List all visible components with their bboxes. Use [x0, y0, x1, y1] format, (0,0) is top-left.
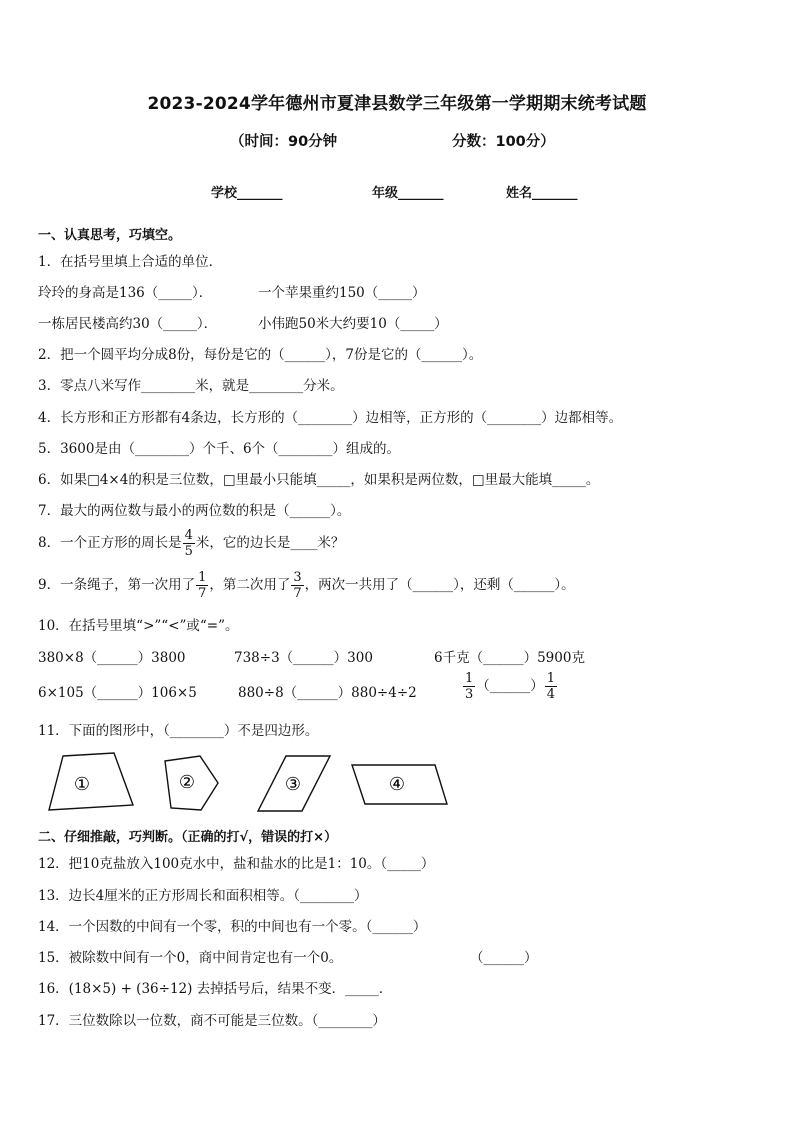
question-8	[38, 526, 344, 560]
shape-3-label: ③	[284, 774, 302, 795]
question-6: 6．如果□4×4的积是三位数，□里最小只能填_____，如果积是两位数，□里最大能填_____。	[38, 472, 600, 488]
fraction-denominator: 4	[546, 687, 556, 702]
fraction-3-7	[291, 571, 303, 600]
fraction-1-7	[196, 571, 208, 600]
question-3: 3．零点八米写作________米，就是________分米。	[38, 378, 344, 394]
question-8-text-end: 米，它的边长是____米？	[195, 535, 345, 551]
question-1a: 玲玲的身高是136（_____）．	[38, 285, 213, 301]
fraction-4-5	[183, 529, 195, 558]
fraction-numerator: 4	[184, 528, 193, 543]
question-15-blank: （______）	[470, 950, 538, 966]
exam-score: 分数：100分）	[452, 134, 555, 150]
question-8-text-start: 8．一个正方形的周长是	[38, 535, 182, 551]
question-9-text-end: ，两次一共用了（______），还剩（______）。	[304, 577, 575, 593]
question-11: 11．下面的图形中，（________）不是四边形。	[38, 723, 319, 739]
question-10e: 880÷8（______）880÷4÷2	[238, 685, 417, 701]
question-2: 2．把一个圆平均分成8份，每份是它的（______），7份是它的（______）。	[38, 347, 483, 363]
question-10d: 6×105（______）106×5	[38, 685, 197, 701]
question-10f	[462, 669, 558, 703]
question-1d: 小伟跑50米大约要10（_____）	[258, 316, 448, 332]
fraction-numerator: 3	[293, 570, 302, 585]
fraction-1-3	[463, 672, 475, 701]
question-9	[38, 568, 575, 602]
section-2-heading: 二、仔细推敲，巧判断。（正确的打√，错误的打×）	[38, 830, 338, 845]
question-1: 1．在括号里填上合适的单位．	[38, 254, 223, 270]
question-10c: 6千克（______）5900克	[434, 650, 585, 666]
fraction-denominator: 5	[184, 544, 193, 559]
question-16: 16．(18×5) + (36÷12) 去掉括号后，结果不变．_____．	[38, 981, 393, 997]
section-1-heading: 一、认真思考，巧填空。	[38, 228, 182, 243]
question-9-text-mid: ，第二次用了	[209, 577, 291, 593]
question-1b: 一个苹果重约150（_____）	[258, 285, 426, 301]
question-9-text-start: 9．一条绳子，第一次用了	[38, 577, 196, 593]
school-field: 学校_______	[211, 186, 283, 201]
fraction-denominator: 7	[198, 586, 207, 601]
grade-field: 年级_______	[372, 186, 444, 201]
question-7: 7．最大的两位数与最小的两位数的积是（______）。	[38, 503, 351, 519]
question-5: 5．3600是由（________）个千、6个（________）组成的。	[38, 441, 401, 457]
fraction-denominator: 3	[465, 687, 474, 702]
page-title: 2023-2024学年德州市夏津县数学三年级第一学期期末统考试题	[147, 94, 647, 114]
shape-1-label: ①	[73, 774, 91, 795]
question-13: 13．边长4厘米的正方形周长和面积相等。（________）	[38, 888, 368, 904]
fraction-numerator: 1	[465, 671, 474, 686]
question-12: 12．把10克盐放入100克水中，盐和盐水的比是1：10。（_____）	[38, 856, 435, 872]
question-10f-blank: （______）	[476, 678, 544, 694]
question-14: 14．一个因数的中间有一个零，积的中间也有一个零。（______）	[38, 919, 427, 935]
question-10b: 738÷3（______）300	[234, 650, 373, 666]
question-17: 17．三位数除以一位数，商不可能是三位数。（________）	[38, 1013, 386, 1029]
fraction-numerator: 1	[198, 570, 207, 585]
question-15: 15．被除数中间有一个0，商中间肯定也有一个0。	[38, 950, 343, 966]
fraction-1-4	[545, 672, 557, 701]
fraction-numerator: 1	[546, 671, 556, 686]
exam-time: （时间：90分钟	[230, 134, 338, 150]
question-1c: 一栋居民楼高约30（_____）．	[38, 316, 218, 332]
question-10a: 380×8（______）3800	[38, 650, 186, 666]
shape-4-label: ④	[388, 774, 406, 795]
shape-2-label: ②	[178, 772, 196, 793]
fraction-denominator: 7	[293, 586, 302, 601]
shapes-figure	[40, 748, 460, 818]
question-4: 4．长方形和正方形都有4条边，长方形的（________）边相等，正方形的（________）边都相等。	[38, 410, 623, 426]
question-10: 10．在括号里填“>”“<”或“=”。	[38, 618, 239, 634]
name-field: 姓名_______	[506, 186, 578, 201]
shape-1-quadrilateral	[49, 753, 133, 810]
